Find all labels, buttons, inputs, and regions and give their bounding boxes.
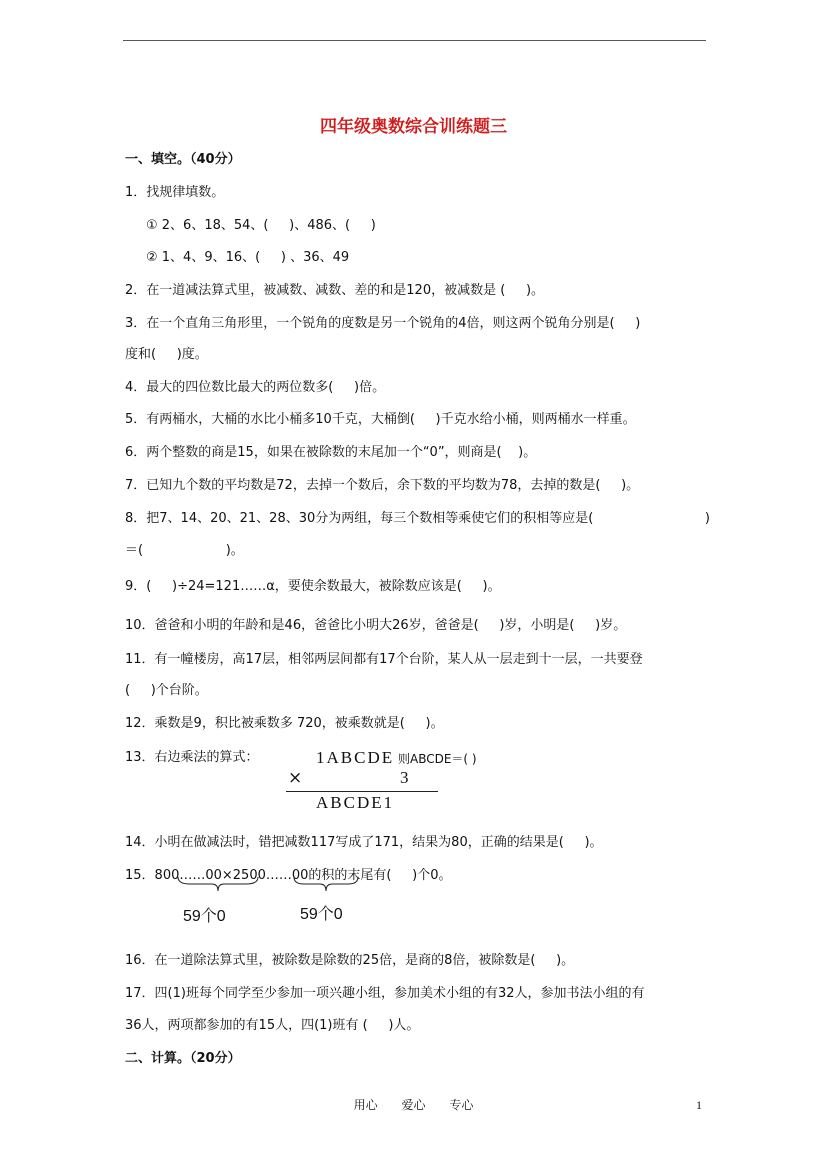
multiplication-top-number: 1ABCDE (316, 748, 395, 767)
question-16: 16．在一道除法算式里，被除数是除数的25倍，是商的8倍，被除数是( )。 (125, 953, 575, 968)
question-5: 5．有两桶水，大桶的水比小桶多10千克，大桶倒( )千克水给小桶，则两桶水一样重。 (125, 412, 636, 427)
underbrace-1-label: 59个0 (183, 908, 226, 925)
question-14: 14．小明在做减法时，错把减数117写成了171，结果为80，正确的结果是( )。 (125, 835, 603, 850)
multiplication-result: ABCDE1 (316, 793, 395, 812)
question-7: 7．已知九个数的平均数是72，去掉一个数后，余下数的平均数为78，去掉的数是( )。 (125, 478, 640, 493)
question-11: 11．有一幢楼房，高17层，相邻两层间都有17个台阶，某人从一层走到十一层，一共要登 (125, 652, 643, 667)
header-rule (123, 40, 706, 41)
page-title: 四年级奥数综合训练题三 (320, 117, 507, 137)
question-8: 8．把7、14、20、21、28、30分为两组，每三个数相等乘使它们的积相等应是( ) (125, 511, 710, 526)
question-6: 6．两个整数的商是15，如果在被除数的末尾加一个“0”，则商是( )。 (125, 445, 537, 460)
section-calculation: 二、计算。（20分） (125, 1051, 241, 1066)
question-10: 10．爸爸和小明的年龄和是46，爸爸比小明大26岁，爸爸是( )岁，小明是( )岁。 (125, 618, 627, 633)
question-17-cont: 36人，两项都参加的有15人，四(1)班有 ( )人。 (125, 1018, 420, 1033)
question-11-cont: ( )个台阶。 (125, 683, 208, 698)
question-3-cont: 度和( )度。 (125, 347, 208, 362)
question-17: 17．四(1)班每个同学至少参加一项兴趣小组，参加美术小组的有32人，参加书法小组的有 (125, 986, 645, 1001)
page-number: 1 (696, 1098, 702, 1112)
question-4: 4．最大的四位数比最大的两位数多( )倍。 (125, 380, 386, 395)
multiply-sign: × (288, 768, 303, 788)
question-3: 3．在一个直角三角形里，一个锐角的度数是另一个锐角的4倍，则这两个锐角分别是( ) (125, 316, 641, 331)
question-2: 2．在一道减法算式里，被减数、减数、差的和是120，被减数是 ( )。 (125, 283, 545, 298)
question-8-cont: ＝( )。 (125, 543, 244, 558)
underbrace-2 (292, 875, 360, 893)
multiplier-digit: 3 (400, 768, 409, 787)
underbrace-2-label: 59个0 (300, 906, 343, 923)
question-1: 1．找规律填数。 (125, 185, 225, 200)
question-1b: ② 1、4、9、16、( ) 、36、49 (146, 250, 350, 265)
question-15: 15．800……00×2500……00的积的末尾有( )个0。 (125, 868, 452, 883)
question-12: 12．乘数是9，积比被乘数多 720，被乘数就是( )。 (125, 716, 444, 731)
question-9: 9．( )÷24=121……α，要使余数最大，被除数应该是( )。 (125, 579, 501, 594)
multiplication-rule (286, 791, 438, 792)
footer (0, 1096, 827, 1113)
question-1a: ① 2、6、18、54、( )、486、( ) (146, 218, 376, 233)
underbrace-1 (176, 875, 260, 893)
footer-text-3: 专心 (449, 1098, 474, 1112)
section-fill-blanks: 一、填空。（40分） (125, 152, 241, 167)
footer-text-1: 用心 (353, 1098, 378, 1112)
question-13: 13．右边乘法的算式： (125, 750, 259, 765)
footer-text-2: 爱心 (401, 1098, 426, 1112)
multiplication-question: 则ABCDE＝( ) (398, 752, 477, 766)
